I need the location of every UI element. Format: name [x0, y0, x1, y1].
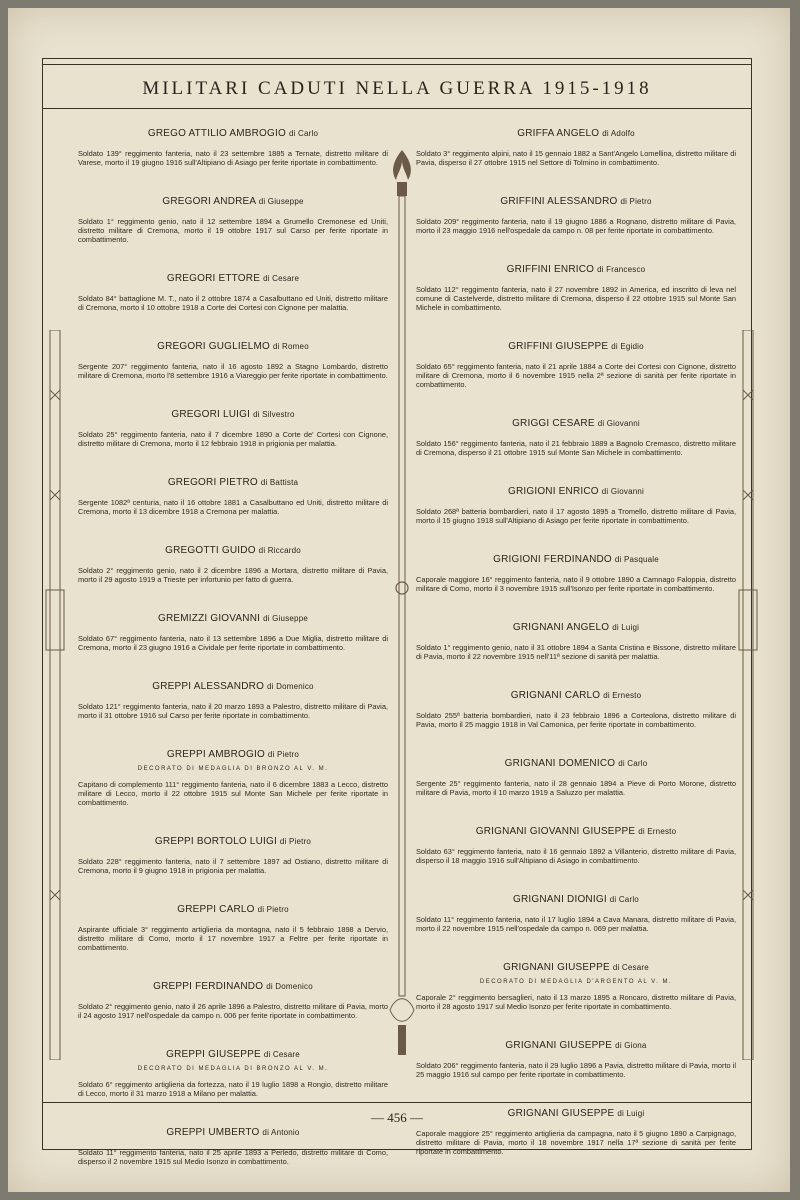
casualty-record: Soldato 84° battaglione M. T., nato il 2 ottobre 1874 a Casalbuttano ed Uniti, distretto militare di Cremona, morto il 10 ottobre 1918 a Corte dei Cortesi con Cignone per malattia. — [78, 294, 388, 312]
casualty-entry — [416, 128, 736, 167]
casualty-parentage: di Cesare — [612, 963, 649, 972]
casualty-surname: GREPPI BORTOLO LUIGI — [154, 836, 277, 847]
casualty-record: Soldato 6° reggimento artiglieria da fortezza, nato il 19 luglio 1898 a Rongio, distretto militare di Lecco, morto il 31 marzo 1918 a Milano per malattia. — [78, 1080, 388, 1098]
casualty-name — [416, 690, 736, 701]
casualty-parentage: di Carlo — [618, 759, 648, 768]
header-rule-top — [42, 64, 752, 65]
casualty-surname: GREGORI GUGLIELMO — [157, 341, 271, 352]
casualty-name — [78, 981, 388, 992]
casualty-parentage: di Battista — [260, 478, 299, 487]
casualty-name — [416, 962, 736, 973]
casualty-name — [78, 1049, 388, 1060]
casualty-name — [416, 196, 736, 207]
casualty-name — [78, 273, 388, 284]
casualty-surname: GREGO ATTILIO AMBROGIO — [147, 128, 286, 139]
casualty-entry — [416, 894, 736, 933]
casualty-surname: GRIGIONI ENRICO — [507, 486, 599, 497]
casualty-entry — [416, 622, 736, 661]
casualty-surname: GREGORI ANDREA — [162, 196, 256, 207]
casualty-name — [78, 836, 388, 847]
casualty-surname: GRIFFINI ALESSANDRO — [500, 196, 618, 207]
casualty-entry — [78, 1049, 388, 1098]
casualty-parentage: di Carlo — [609, 895, 639, 904]
casualty-name — [416, 554, 736, 565]
page-number: — 456 — — [371, 1110, 423, 1125]
decoration-note: DECORATO DI MEDAGLIA DI BRONZO AL V. M. — [137, 1066, 329, 1072]
casualty-name — [416, 622, 736, 633]
casualty-surname: GRIGNANI ANGELO — [512, 622, 610, 633]
casualty-entry — [78, 128, 388, 167]
casualty-parentage: di Domenico — [266, 982, 313, 991]
casualty-surname: GREGORI PIETRO — [167, 477, 258, 488]
casualty-surname: GRIGNANI CARLO — [510, 690, 601, 701]
casualty-parentage: di Romeo — [273, 342, 309, 351]
casualty-name — [416, 758, 736, 769]
casualty-name — [416, 264, 736, 275]
casualty-surname: GRIGNANI GIOVANNI GIUSEPPE — [475, 826, 636, 837]
casualty-entry — [78, 981, 388, 1020]
casualty-name — [416, 128, 736, 139]
header-rule-bottom — [42, 108, 752, 109]
casualty-parentage: di Adolfo — [602, 129, 635, 138]
casualty-record: Sergente 1082ª centuria, nato il 16 ottobre 1881 a Casalbuttano ed Uniti, distretto militare di Cremona, morto il 13 dicembre 1918 a Cremona per malattia. — [78, 498, 388, 516]
casualty-record: Sergente 25° reggimento fanteria, nato il 28 gennaio 1894 a Pieve di Porto Morone, distretto militare di Pavia, morto il 10 marzo 1919 a Saluzzo per malattia. — [416, 779, 736, 797]
casualty-record: Caporale 2° reggimento bersaglieri, nato il 13 marzo 1895 a Roncaro, distretto militare di Pavia, morto il 28 agosto 1917 sul Medio Isonzo per ferite riportate in combattimento. — [416, 993, 736, 1011]
casualty-name — [78, 904, 388, 915]
casualty-parentage: di Giuseppe — [263, 614, 308, 623]
casualty-parentage: di Luigi — [617, 1109, 645, 1118]
casualty-entry — [78, 196, 388, 244]
casualty-record: Soldato 2° reggimento genio, nato il 26 aprile 1896 a Palestro, distretto militare di Pavia, morto il 24 agosto 1917 nell'ospedale da campo n. 006 per ferite riportate in combattimento. — [78, 1002, 388, 1020]
right-fasces-ornament — [735, 330, 761, 1060]
casualty-entry — [416, 341, 736, 389]
casualty-name — [78, 128, 388, 139]
casualty-record: Soldato 209° reggimento fanteria, nato il 19 giugno 1886 a Rognano, distretto militare di Pavia, morto il 23 maggio 1916 nell'ospedale da campo n. 08 per ferite riportate in combattimento. — [416, 217, 736, 235]
casualty-record: Soldato 65° reggimento fanteria, nato il 21 aprile 1884 a Corte dei Cortesi con Cignone, distretto militare di Cremona, morto il 6 novembre 1915 nella 2ª sezione di sanità per ferite riportate in combattimento. — [416, 362, 736, 389]
casualty-name — [416, 418, 736, 429]
casualty-entry — [78, 613, 388, 652]
casualty-surname: GRIGNANI DIONIGI — [513, 894, 607, 905]
casualty-record: Soldato 11° reggimento fanteria, nato il 25 aprile 1893 a Perledo, distretto militare di Como, disperso il 2 novembre 1915 sul Medio Isonzo in combattimento. — [78, 1148, 388, 1166]
casualty-entry — [416, 418, 736, 457]
casualty-entry — [78, 904, 388, 952]
casualty-name — [416, 486, 736, 497]
casualty-parentage: di Silvestro — [253, 410, 295, 419]
casualty-record: Caporale maggiore 16° reggimento fanteria, nato il 9 ottobre 1890 a Camnago Faloppia, distretto militare di Como, morto il 3 novembre 1915 sull'Isonzo per ferite riportate in combattimento. — [416, 575, 736, 593]
casualty-entry — [416, 486, 736, 525]
casualty-parentage: di Domenico — [267, 682, 314, 691]
casualty-entry — [78, 477, 388, 516]
casualty-record: Soldato 206° reggimento fanteria, nato il 29 luglio 1896 a Pavia, distretto militare di Pavia, morto il 25 maggio 1916 sul campo per ferite riportate in combattimento. — [416, 1061, 736, 1079]
casualty-parentage: di Pietro — [620, 197, 652, 206]
casualty-parentage: di Pietro — [257, 905, 289, 914]
casualty-surname: GREPPI UMBERTO — [166, 1127, 260, 1138]
casualty-parentage: di Carlo — [288, 129, 319, 138]
casualty-record: Soldato 228° reggimento fanteria, nato il 7 settembre 1897 ad Ostiano, distretto militare di Cremona, morto il 9 giugno 1918 in prigionia per malattia. — [78, 857, 388, 875]
casualty-entry — [416, 1040, 736, 1079]
casualty-record: Soldato 268ª batteria bombardieri, nato il 17 agosto 1895 a Tromello, distretto militare di Pavia, morto il 15 giugno 1918 sull'Altipiano di Asiago per ferite riportate in combattimento. — [416, 507, 736, 525]
casualty-surname: GREPPI AMBROGIO — [166, 749, 265, 760]
casualty-record: Soldato 1° reggimento genio, nato il 12 settembre 1894 a Grumello Cremonese ed Uniti, distretto militare di Cremona, morto il 19 ottobre 1917 sul Carso per ferite riportate in combattimento. — [78, 217, 388, 244]
casualty-surname: GREGORI ETTORE — [166, 273, 261, 284]
casualty-record: Aspirante ufficiale 3° reggimento artiglieria da montagna, nato il 5 febbraio 1898 a Dervio, distretto militare di Como, morto il 17 novembre 1917 a Feltre per ferite riportate in combattimento. — [78, 925, 388, 952]
casualty-parentage: di Giuseppe — [258, 197, 304, 206]
casualty-name — [78, 613, 388, 624]
casualty-name — [78, 341, 388, 352]
casualty-record: Soldato 67° reggimento fanteria, nato il 13 settembre 1896 a Due Miglia, distretto militare di Cremona, morto il 23 giugno 1916 a Cividale per ferite riportate in combattimento. — [78, 634, 388, 652]
page-title: MILITARI CADUTI NELLA GUERRA 1915-1918 — [142, 78, 652, 99]
casualty-record: Soldato 1° reggimento genio, nato il 31 ottobre 1894 a Santa Cristina e Bissone, distretto militare di Pavia, morto il 22 novembre 1915 nell'11ª sezione di sanità per malattia. — [416, 643, 736, 661]
casualty-entry — [78, 341, 388, 380]
left-fasces-ornament — [42, 330, 68, 1060]
casualty-entry — [78, 273, 388, 312]
casualty-parentage: di Giona — [615, 1041, 647, 1050]
decoration-note: DECORATO DI MEDAGLIA DI BRONZO AL V. M. — [137, 766, 329, 772]
casualty-parentage: di Giovanni — [597, 419, 640, 428]
casualty-record: Soldato 63° reggimento fanteria, nato il 16 gennaio 1892 a Villanterio, distretto militare di Pavia, disperso il 18 maggio 1916 sull'Altipiano di Asiago in combattimento. — [416, 847, 736, 865]
casualty-surname: GREPPI FERDINANDO — [153, 981, 264, 992]
casualty-name — [416, 341, 736, 352]
casualty-entry — [416, 962, 736, 1011]
casualty-record: Soldato 121° reggimento fanteria, nato il 20 marzo 1893 a Palestro, distretto militare di Pavia, morto il 31 ottobre 1916 sul Carso per ferite riportate in combattimento. — [78, 702, 388, 720]
casualty-name — [416, 1040, 736, 1051]
casualty-record: Soldato 3° reggimento alpini, nato il 15 gennaio 1882 a Sant'Angelo Lomellina, distretto militare di Pavia, disperso il 27 ottobre 1915 nel Settore di Tolmino in combattimento. — [416, 149, 736, 167]
casualty-name — [78, 749, 388, 760]
casualty-name — [416, 894, 736, 905]
casualty-surname: GREPPI GIUSEPPE — [166, 1049, 261, 1060]
casualty-name — [78, 409, 388, 420]
casualty-name — [78, 681, 388, 692]
casualty-parentage: di Cesare — [263, 1050, 300, 1059]
casualty-entry — [416, 826, 736, 865]
casualty-surname: GREPPI ALESSANDRO — [152, 681, 265, 692]
casualty-entry — [416, 758, 736, 797]
casualty-record: Caporale maggiore 25° reggimento artiglieria da campagna, nato il 5 giugno 1890 a Carpignago, distretto militare di Pavia, morto il 18 novembre 1917 nella 17ª sezione di sanità per ferite riportate in combattimento. — [416, 1129, 736, 1156]
casualty-parentage: di Ernesto — [638, 827, 677, 836]
casualty-surname: GREMIZZI GIOVANNI — [158, 613, 261, 624]
casualty-surname: GRIGIONI FERDINANDO — [493, 554, 612, 565]
casualty-entry — [416, 554, 736, 593]
casualty-surname: GRIGNANI GIUSEPPE — [507, 1108, 615, 1119]
casualty-entry — [416, 196, 736, 235]
casualty-entry — [78, 1127, 388, 1166]
casualty-name — [78, 545, 388, 556]
casualty-parentage: di Pasquale — [614, 555, 659, 564]
casualty-parentage: di Francesco — [597, 265, 646, 274]
casualty-entry — [416, 690, 736, 729]
casualty-entry — [78, 749, 388, 807]
casualty-surname: GRIFFA ANGELO — [517, 128, 600, 139]
casualty-surname: GRIGGI CESARE — [512, 418, 595, 429]
casualty-entry — [78, 545, 388, 584]
casualty-parentage: di Antonio — [262, 1128, 300, 1137]
casualty-record: Soldato 2° reggimento genio, nato il 2 dicembre 1896 a Mortara, distretto militare di Pavia, morto il 29 agosto 1919 a Trieste per infortunio per fatto di guerra. — [78, 566, 388, 584]
casualty-parentage: di Cesare — [263, 274, 300, 283]
casualty-record: Soldato 11° reggimento fanteria, nato il 17 luglio 1894 a Cava Manara, distretto militare di Pavia, morto il 22 novembre 1915 nell'ospedale da campo n. 069 per malattia. — [416, 915, 736, 933]
casualty-record: Soldato 156° reggimento fanteria, nato il 21 febbraio 1889 a Bagnolo Cremasco, distretto militare di Cremona, disperso il 21 ottobre 1915 sul Monte San Michele in combattimento. — [416, 439, 736, 457]
casualty-parentage: di Pietro — [267, 750, 300, 759]
casualty-surname: GRIFFINI ENRICO — [506, 264, 595, 275]
casualty-name — [78, 196, 388, 207]
casualty-entry — [416, 264, 736, 312]
casualty-parentage: di Riccardo — [258, 546, 301, 555]
casualty-parentage: di Luigi — [612, 623, 640, 632]
casualty-parentage: di Pietro — [279, 837, 312, 846]
casualty-name — [78, 477, 388, 488]
casualty-record: Soldato 139° reggimento fanteria, nato il 23 settembre 1885 a Ternate, distretto militare di Varese, morto il 19 giugno 1916 sull'Altipiano di Asiago per ferite riportate in combattimento. — [78, 149, 388, 167]
casualty-record: Capitano di complemento 111° reggimento fanteria, nato il 6 dicembre 1883 a Lecco, distretto militare di Lecco, morto il 22 ottobre 1915 sul Monte San Michele per ferite riportate in combattimento. — [78, 780, 388, 807]
casualty-parentage: di Egidio — [611, 342, 644, 351]
right-column — [416, 128, 736, 1185]
left-column — [78, 128, 388, 1195]
casualty-surname: GREGOTTI GUIDO — [165, 545, 256, 556]
casualty-entry — [78, 836, 388, 875]
casualty-surname: GREPPI CARLO — [177, 904, 255, 915]
casualty-surname: GRIFFINI GIUSEPPE — [508, 341, 609, 352]
casualty-record: Soldato 112° reggimento fanteria, nato il 27 novembre 1892 in America, ed inscritto di leva nel comune di Castelverde, distretto militare di Cremona, disperso il 22 ottobre 1915 sul Monte San Michele in combattimento. — [416, 285, 736, 312]
casualty-name — [416, 826, 736, 837]
casualty-surname: GREGORI LUIGI — [171, 409, 251, 420]
casualty-record: Soldato 25° reggimento fanteria, nato il 7 dicembre 1890 a Corte de' Cortesi con Cignone, distretto militare di Cremona, morto il 12 febbraio 1918 in prigionia per malattia. — [78, 430, 388, 448]
casualty-surname: GRIGNANI GIUSEPPE — [503, 962, 610, 973]
casualty-record: Soldato 255ª batteria bombardieri, nato il 23 febbraio 1896 a Corteolona, distretto militare di Pavia, morto il 25 maggio 1918 in Val Camonica, per ferite riportate in combattimento. — [416, 711, 736, 729]
casualty-surname: GRIGNANI DOMENICO — [504, 758, 616, 769]
casualty-entry — [78, 409, 388, 448]
torch-ornament — [388, 150, 416, 1060]
casualty-parentage: di Ernesto — [603, 691, 642, 700]
casualty-surname: GRIGNANI GIUSEPPE — [505, 1040, 613, 1051]
casualty-name — [78, 1127, 388, 1138]
casualty-record: Sergente 207° reggimento fanteria, nato il 16 agosto 1892 a Stagno Lombardo, distretto militare di Cremona, morto l'8 settembre 1916 a Viareggio per ferite riportate in combattimento. — [78, 362, 388, 380]
decoration-note: DECORATO DI MEDAGLIA D'ARGENTO AL V. M. — [479, 979, 673, 985]
casualty-parentage: di Giovanni — [601, 487, 644, 496]
casualty-entry — [78, 681, 388, 720]
